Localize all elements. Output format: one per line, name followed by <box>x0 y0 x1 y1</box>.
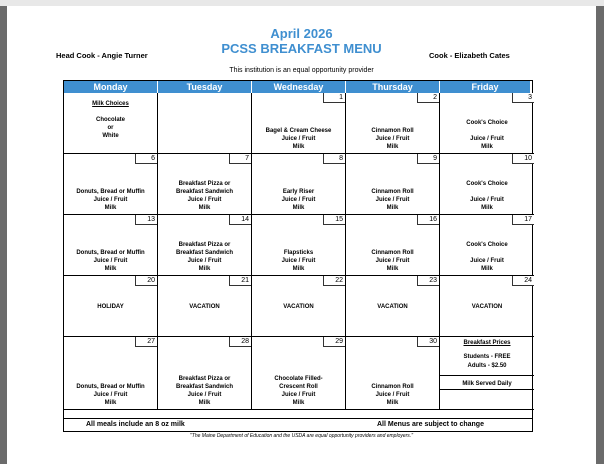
date-number: 29 <box>323 337 345 347</box>
menu-title: PCSS BREAKFAST MENU <box>221 41 382 56</box>
menu-item: Donuts, Bread or Muffin <box>76 250 145 256</box>
menu-item: Juice / Fruit <box>281 197 316 203</box>
menu-item: Juice / Fruit <box>187 258 222 264</box>
date-number: 30 <box>417 337 439 347</box>
menu-item: Milk <box>198 205 211 211</box>
equal-opportunity-note: This institution is an equal opportunity provider <box>229 67 374 74</box>
day-cell <box>440 337 534 410</box>
menu-item: Crescent Roll <box>279 384 318 390</box>
menu-item: Milk <box>292 266 305 272</box>
date-number: 17 <box>512 215 534 225</box>
menu-item: Juice / Fruit <box>281 258 316 264</box>
menu-item: Milk <box>386 266 399 272</box>
menu-item: Milk <box>104 205 117 211</box>
menu-item: Flapsticks <box>283 250 314 256</box>
menu-item: Cinnamon Roll <box>371 250 414 256</box>
menu-item: Chocolate <box>95 117 125 123</box>
menu-item: Milk <box>104 266 117 272</box>
day-cell <box>64 154 158 215</box>
day-cell <box>346 154 440 215</box>
day-cell <box>346 93 440 154</box>
date-number: 13 <box>135 215 157 225</box>
menu-item: Juice / Fruit <box>93 392 128 398</box>
menu-item: Juice / Fruit <box>470 258 504 264</box>
prices-divider <box>440 389 534 390</box>
date-number: 28 <box>229 337 251 347</box>
day-cell <box>252 337 346 410</box>
prices-title: Breakfast Prices <box>463 340 511 346</box>
change-note: All Menus are subject to change <box>377 421 484 428</box>
calendar-footer <box>63 419 533 432</box>
menu-item: Milk <box>481 144 493 150</box>
menu-item: Milk <box>386 144 399 150</box>
menu-item: Milk <box>386 205 399 211</box>
prices-divider <box>440 375 534 376</box>
day-cell <box>252 215 346 276</box>
date-number: 21 <box>229 276 251 286</box>
menu-item: Breakfast Sandwich <box>175 250 234 256</box>
menu-item: Early Riser <box>282 189 315 195</box>
menu-item: Milk <box>292 400 305 406</box>
day-cell <box>158 93 252 154</box>
menu-calendar <box>63 80 533 419</box>
menu-item: Juice / Fruit <box>375 197 410 203</box>
day-cell <box>64 215 158 276</box>
menu-item: or <box>107 125 114 131</box>
menu-item: Cook's Choice <box>466 181 508 187</box>
menu-item: VACATION <box>471 303 503 310</box>
menu-item: Cook's Choice <box>466 120 508 126</box>
menu-item: Breakfast Sandwich <box>175 384 234 390</box>
date-number: 16 <box>417 215 439 225</box>
date-number: 6 <box>135 154 157 164</box>
month-title: April 2026 <box>270 26 333 41</box>
menu-item: Juice / Fruit <box>187 197 222 203</box>
day-header-friday: Friday <box>440 81 531 93</box>
menu-item: Juice / Fruit <box>375 258 410 264</box>
students-price: Students - FREE <box>463 354 511 360</box>
menu-item: Breakfast Pizza or <box>178 242 231 248</box>
menu-item: Juice / Fruit <box>470 197 504 203</box>
menu-item: Donuts, Bread or Muffin <box>76 384 145 390</box>
date-number: 7 <box>229 154 251 164</box>
date-number: 24 <box>512 276 534 286</box>
menu-item: Milk <box>198 400 211 406</box>
milk-note: All meals include an 8 oz milk <box>86 421 185 428</box>
date-number: 15 <box>323 215 345 225</box>
day-cell <box>64 93 158 154</box>
day-cell <box>346 276 440 337</box>
menu-item: Juice / Fruit <box>470 136 504 142</box>
menu-item: Milk <box>292 144 305 150</box>
menu-item: Chocolate Filled- <box>274 376 323 382</box>
menu-page <box>7 6 596 464</box>
menu-item: Milk <box>292 205 305 211</box>
menu-item: Juice / Fruit <box>375 392 410 398</box>
menu-item: Cinnamon Roll <box>371 384 414 390</box>
menu-item: Juice / Fruit <box>187 392 222 398</box>
day-cell <box>440 154 534 215</box>
date-number: 20 <box>135 276 157 286</box>
day-header-thursday: Thursday <box>346 81 440 93</box>
menu-item: Milk <box>104 400 117 406</box>
date-number: 1 <box>323 93 345 103</box>
menu-item: VACATION <box>377 303 408 310</box>
date-number: 10 <box>512 154 534 164</box>
day-header-tuesday: Tuesday <box>158 81 252 93</box>
date-number: 3 <box>512 93 534 103</box>
day-cell <box>158 276 252 337</box>
date-number: 8 <box>323 154 345 164</box>
day-cell <box>346 337 440 410</box>
menu-item: Milk <box>481 266 493 272</box>
menu-item: White <box>102 133 119 139</box>
menu-item: Juice / Fruit <box>93 258 128 264</box>
menu-item: Breakfast Sandwich <box>175 189 234 195</box>
day-header-monday: Monday <box>64 81 158 93</box>
day-cell <box>440 215 534 276</box>
menu-item: Breakfast Pizza or <box>178 181 231 187</box>
adults-price: Adults - $2.50 <box>467 363 507 369</box>
date-number: 23 <box>417 276 439 286</box>
menu-item: Cinnamon Roll <box>371 189 414 195</box>
day-cell <box>158 215 252 276</box>
date-number: 22 <box>323 276 345 286</box>
menu-item: VACATION <box>189 303 220 310</box>
menu-item: Donuts, Bread or Muffin <box>76 189 145 195</box>
menu-item: Cook's Choice <box>466 242 508 248</box>
menu-item: Juice / Fruit <box>375 136 410 142</box>
cook-label: Cook - Elizabeth Cates <box>429 51 510 60</box>
day-cell <box>64 276 158 337</box>
menu-item: Bagel & Cream Cheese <box>265 128 332 134</box>
menu-item: VACATION <box>283 303 314 310</box>
date-number: 27 <box>135 337 157 347</box>
day-cell <box>252 276 346 337</box>
day-cell <box>252 93 346 154</box>
menu-item: Milk <box>386 400 399 406</box>
day-cell <box>440 276 534 337</box>
menu-item: Milk Choices <box>92 101 129 107</box>
day-cell <box>158 154 252 215</box>
day-cell <box>346 215 440 276</box>
menu-item: Breakfast Pizza or <box>178 376 231 382</box>
day-cell <box>440 93 534 154</box>
menu-item: Cinnamon Roll <box>371 128 414 134</box>
menu-item: Milk <box>481 205 493 211</box>
menu-item: Juice / Fruit <box>281 136 316 142</box>
menu-item: Milk <box>198 266 211 272</box>
day-header-wednesday: Wednesday <box>252 81 346 93</box>
day-cell <box>64 337 158 410</box>
head-cook-label: Head Cook - Angie Turner <box>56 51 148 60</box>
menu-item: HOLIDAY <box>97 303 124 310</box>
date-number: 2 <box>417 93 439 103</box>
menu-item: Juice / Fruit <box>281 392 316 398</box>
day-cell <box>252 154 346 215</box>
day-cell <box>158 337 252 410</box>
date-number: 14 <box>229 215 251 225</box>
usda-note: "The Maine Department of Education and the USDA are equal opportunity providers and employers." <box>190 433 413 439</box>
menu-item: Juice / Fruit <box>93 197 128 203</box>
milk-served-daily: Milk Served Daily <box>462 381 512 387</box>
date-number: 9 <box>417 154 439 164</box>
